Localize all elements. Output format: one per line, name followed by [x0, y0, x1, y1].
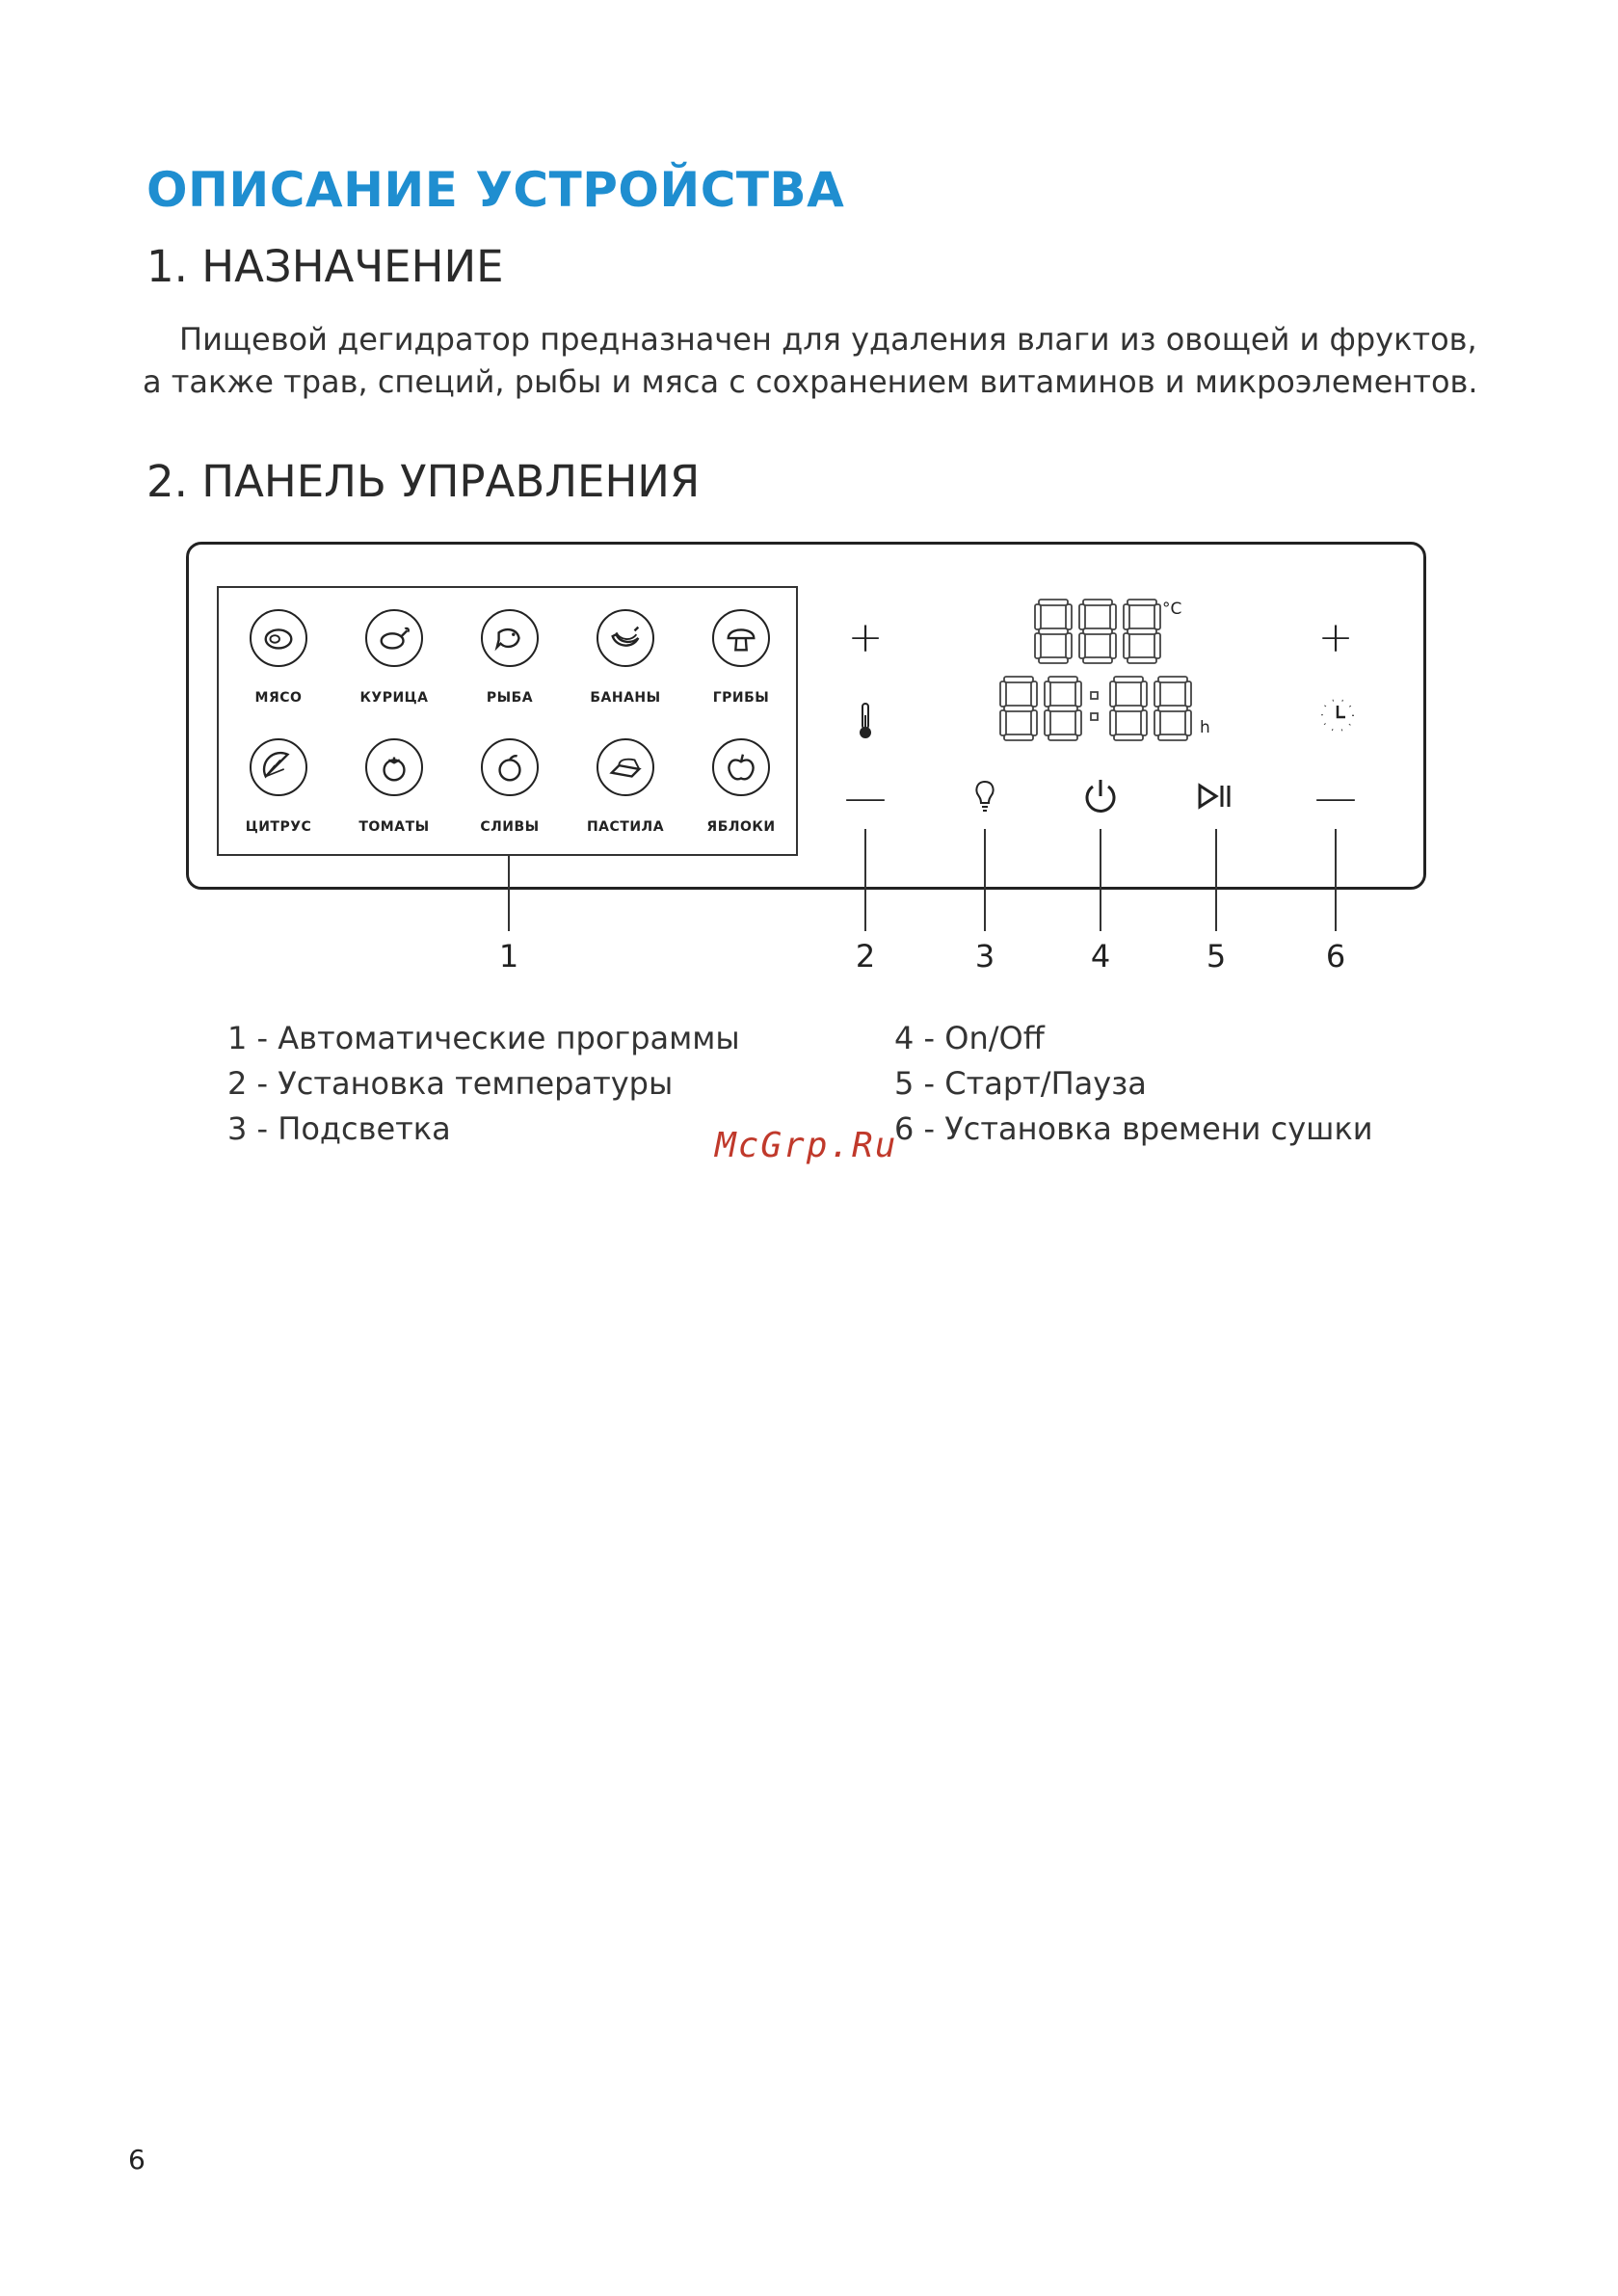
callout-1: 1 — [498, 938, 519, 974]
banana-icon — [607, 620, 644, 656]
callout-3: 3 — [974, 938, 995, 974]
thermometer-icon — [858, 702, 873, 744]
citrus-icon — [260, 749, 297, 786]
plum-icon — [491, 749, 528, 786]
time-minus-button[interactable]: — — [1314, 773, 1357, 822]
program-apples[interactable] — [683, 738, 799, 835]
chicken-icon — [376, 620, 412, 656]
temp-minus-button[interactable]: — — [844, 773, 887, 822]
purpose-text-line2: а также трав, специй, рыбы и мяса с сохранением витаминов и микроэлементов. — [143, 363, 1478, 400]
time-plus-button[interactable]: + — [1317, 613, 1354, 662]
program-pastila[interactable] — [568, 738, 683, 835]
play-pause-icon — [1197, 783, 1235, 810]
section-heading-control-panel: 2. ПАНЕЛЬ УПРАВЛЕНИЯ — [146, 456, 701, 507]
fish-icon — [491, 620, 528, 656]
legend-right — [894, 1016, 1373, 1152]
hour-unit-label: h — [1200, 718, 1210, 737]
purpose-text — [143, 318, 1492, 403]
leader-line-4 — [1100, 829, 1101, 931]
program-plums[interactable] — [452, 738, 568, 835]
program-label: ЦИТРУС — [245, 819, 312, 835]
program-label: РЫБА — [486, 690, 534, 706]
leader-line-2 — [864, 829, 866, 931]
program-meat[interactable] — [221, 609, 336, 706]
program-label: СЛИВЫ — [480, 819, 540, 835]
program-label: ЯБЛОКИ — [706, 819, 776, 835]
light-button[interactable] — [973, 779, 996, 817]
power-button[interactable] — [1081, 777, 1120, 819]
legend-item-5: 5 - Старт/Пауза — [894, 1065, 1147, 1102]
program-label: ТОМАТЫ — [358, 819, 430, 835]
program-label: БАНАНЫ — [590, 690, 661, 706]
purpose-text-line1: Пищевой дегидратор предназначен для удаления влаги из овощей и фруктов, — [179, 321, 1477, 358]
program-label: МЯСО — [254, 690, 303, 706]
pastila-icon — [607, 749, 644, 786]
program-mushrooms[interactable] — [683, 609, 799, 706]
program-tomatoes[interactable] — [336, 738, 452, 835]
legend-item-2: 2 - Установка температуры — [227, 1065, 674, 1102]
clock-icon — [1318, 696, 1357, 738]
legend-item-6: 6 - Установка времени сушки — [894, 1110, 1373, 1147]
temp-unit-label: °C — [1162, 600, 1182, 619]
callout-5: 5 — [1206, 938, 1227, 974]
program-citrus[interactable] — [221, 738, 336, 835]
leader-line-6 — [1335, 829, 1337, 931]
leader-line-1 — [508, 856, 510, 931]
legend-item-4: 4 - On/Off — [894, 1020, 1045, 1056]
program-label: ГРИБЫ — [712, 690, 770, 706]
leader-line-5 — [1215, 829, 1217, 931]
start-pause-button[interactable] — [1197, 783, 1235, 814]
legend-left — [227, 1016, 740, 1152]
mushroom-icon — [723, 620, 759, 656]
meat-icon — [260, 620, 297, 656]
program-label: ПАСТИЛА — [586, 819, 665, 835]
temp-plus-button[interactable]: + — [847, 613, 884, 662]
page-number: 6 — [128, 2144, 146, 2176]
tomato-icon — [376, 749, 412, 786]
program-bananas[interactable] — [568, 609, 683, 706]
legend-item-3: 3 - Подсветка — [227, 1110, 451, 1147]
apple-icon — [723, 749, 759, 786]
watermark: McGrp.Ru — [715, 1126, 898, 1165]
leader-line-3 — [984, 829, 986, 931]
program-label: КУРИЦА — [359, 690, 429, 706]
program-fish[interactable] — [452, 609, 568, 706]
callout-6: 6 — [1325, 938, 1346, 974]
legend-item-1: 1 - Автоматические программы — [227, 1020, 740, 1056]
bulb-icon — [973, 779, 996, 814]
callout-4: 4 — [1090, 938, 1111, 974]
section-heading-purpose: 1. НАЗНАЧЕНИЕ — [146, 241, 504, 292]
callout-2: 2 — [855, 938, 876, 974]
program-chicken[interactable] — [336, 609, 452, 706]
page-title: ОПИСАНИЕ УСТРОЙСТВА — [146, 162, 845, 218]
power-icon — [1081, 777, 1120, 815]
